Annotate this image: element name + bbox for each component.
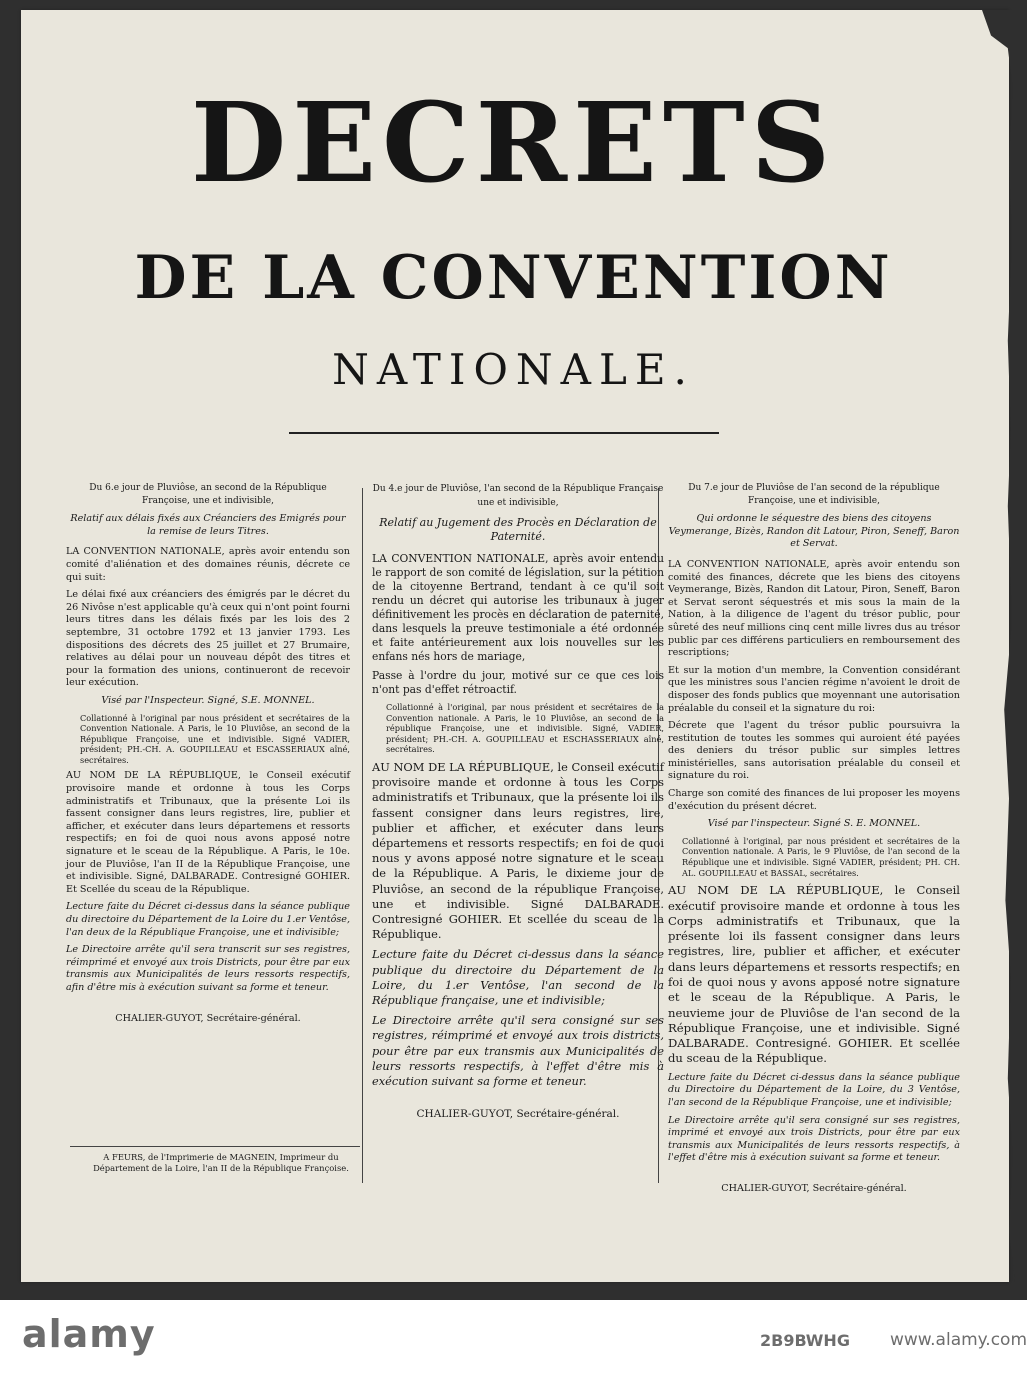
decree-column-3 [668, 482, 960, 1201]
decree-preamble: LA CONVENTION NATIONALE, après avoir entendu le rapport de son comité de législation, sur la pétition de la citoyenne Bertrand, tendant à ce qu'il soit rendu un décret qui autorise les tribunaux à juger définitivement les procès en déclaration de paternité, dans lesquels la preuve testimoniale a été ordonnée et faite antérieurement aux lois nouvelles sur les enfans nés hors de mariage, [372, 552, 664, 663]
decree-lecture: Lecture faite du Décret ci-dessus dans la séance publique du directoire du Département de la Loire, du 1.er Ventôse, l'an second de la République française, une et indivisible; [372, 947, 664, 1008]
decree-article: Le délai fixé aux créanciers des émigrés par le décret du 26 Nivôse n'est applicable qu'à ceux qui n'ont point fourni leurs titres dans les délais fixés par les lois des 2 septembre, 31 octobre 1792 et 13 janvier 1793. Les dispositions des décrets des 25 juillet et 27 Brumaire, relatives au délai pour un nouveau dépôt des titres et pour la formation des unions, continueront de recevoir leur exécution. [66, 589, 350, 689]
decree-article: Passe à l'ordre du jour, motivé sur ce que ces lois n'ont pas d'effet rétroactif. [372, 669, 664, 696]
imprint-divider [70, 1146, 360, 1147]
title-divider [289, 432, 719, 434]
decree-date: Du 6.e jour de Pluviôse, an second de la République Françoise, une et indivisible, [89, 483, 327, 506]
decree-signature: CHALIER-GUYOT, Secrétaire-général. [115, 1012, 301, 1024]
decree-lecture: Lecture faite du Décret ci-dessus dans la séance publique du Directoire du Département de la Loire, du 3 Ventôse, l'an second de la République Françoise, une et indivisible; [668, 1071, 960, 1108]
decree-collation: Collationné à l'original, par nous président et secrétaires de la Convention nationale. A Paris, le 9 Pluviôse, de l'an second de la République une et indivisible. Signé VADIER, président; PH. CH. AL. GOUPILLEAU et BASSAL, secrétaires. [682, 835, 960, 878]
stock-logo: alamy [22, 1312, 156, 1356]
decree-promulgation: AU NOM DE LA RÉPUBLIQUE, le Conseil exécutif provisoire mande et ordonne à tous les Corps administratifs et Tribunaux, que la présente Loi ils fassent consigner dans leurs registres, lire, publier et afficher, et exécuter dans leurs départemens et ressorts respectifs; en foi de quoi nous avons apposé notre signature et le sceau de la République. A Paris, le 10e. jour de Pluviôse, l'an II de la République Françoise, une et indivisible. Signé, DALBARADE. Contresigné GOHIER. Et Scellée du sceau de la République. [66, 770, 350, 895]
decree-collation: Collationné à l'original par nous président et secrétaires de la Convention Nationale. A Paris, le 10 Pluviôse, an second de la République Françoise, une et indivisible. Signé VADIER, président; PH.-CH. A. GOUPILLEAU et ESCASSERIAUX aîné, secrétaires. [80, 712, 350, 765]
decree-date: Du 7.e jour de Pluviôse de l'an second de la république Françoise, une et indivisible, [688, 483, 940, 506]
title-decrets: DECRETS [190, 78, 837, 207]
decree-directoire: Le Directoire arrête qu'il sera consigné sur ses registres, réimprimé et envoyé aux trois districts, pour être par eux transmis aux Municipalités de leurs ressorts respectifs, à l'effet d'être mis à exécution suivant sa forme et teneur. [372, 1013, 664, 1089]
decree-vise: Visé par l'Inspecteur. Signé, S.E. MONNEL. [101, 694, 315, 706]
decree-article: Et sur la motion d'un membre, la Convention considérant que les ministres sous l'ancien régime n'avoient le droit de disposer des fonds publics que moyennant une autorisation préalable du conseil et la signature du roi: [668, 664, 960, 714]
decree-vise: Visé par l'inspecteur. Signé S. E. MONNEL. [707, 818, 921, 830]
decree-lecture: Lecture faite du Décret ci-dessus dans la séance publique du directoire du Département de la Loire du 1.er Ventôse, l'an deux de la République Françoise, une et indivisible; [66, 901, 350, 938]
decree-article: Décrete que l'agent du trésor public poursuivra la restitution de toutes les sommes qui auroient été payées des deniers du trésor public sur simples lettres ministérielles, sans autorisation préalable du conseil et signature du roi. [668, 720, 960, 782]
printer-imprint: A FEURS, de l'Imprimerie de MAGNEIN, Imprimeur du Département de la Loire, l'an II de la République Françoise. [93, 1152, 349, 1173]
decree-promulgation: AU NOM DE LA RÉPUBLIQUE, le Conseil exécutif provisoire mande et ordonne à tous les Corps administratifs et Tribunaux, que la présente loi ils fassent consigner dans leurs registres, lire, publier et afficher, et exécuter dans leurs départemens et ressorts respectifs; en foi de quoi nous y avons apposé notre signature et le sceau de la République. A Paris, le dixieme jour de Pluviôse, an second de la république Françoise, une et indivisible. Signé DALBARADE. Contresigné GOHIER. Et scellée du sceau de la République. [372, 759, 664, 942]
title-convention: DE LA CONVENTION [134, 243, 893, 313]
decree-title: Relatif au Jugement des Procès en Déclaration de Paternité. [379, 516, 657, 543]
decree-title: Qui ordonne le séquestre des biens des citoyens Veymerange, Bizès, Randon dit Latour, Piron, Seneff, Baron et Servat. [668, 513, 960, 550]
decree-column-2 [372, 482, 664, 1126]
decree-signature: CHALIER-GUYOT, Secrétaire-général. [416, 1108, 620, 1121]
decree-column-1 [66, 482, 350, 1030]
stock-url: www.alamy.com [890, 1330, 1027, 1350]
decree-promulgation: AU NOM DE LA RÉPUBLIQUE, le Conseil exécutif provisoire mande et ordonne à tous les Corps administratifs et Tribunaux, que la présente loi ils fassent consigner dans leurs registres, lire, publier et afficher, et exécuter dans leurs départemens et ressorts respectifs; en foi de quoi nous y avons apposé notre signature et le sceau de la République. A Paris, le neuvieme jour de Pluviôse de l'an second de la République Françoise, une et indivisible. Signé DALBARADE. Contresigné. GOHIER. Et scellée du sceau de la République. [668, 883, 960, 1066]
stock-image-id: 2B9BWHG [760, 1331, 850, 1350]
column-divider-1 [362, 488, 363, 1183]
decree-title: Relatif aux délais fixés aux Créanciers des Emigrés pour la remise de leurs Titres. [70, 513, 346, 537]
decree-collation: Collationné à l'original, par nous président et secrétaires de la Convention nationale. A Paris, le 10 Pluviôse, an second de la république Françoise, une et indivisible. Signé, VADIER, président; PH.-CH. A. GOUPILLEAU et ESCHASSERIAUX aîné, secrétaires. [386, 702, 664, 755]
decree-signature: CHALIER-GUYOT, Secrétaire-général. [721, 1182, 907, 1194]
decree-article: Charge son comité des finances de lui proposer les moyens d'exécution du présent décret. [668, 788, 960, 812]
title-nationale: NATIONALE. [332, 345, 695, 394]
decree-date: Du 4.e jour de Pluviôse, l'an second de la République Française une et indivisible, [372, 484, 664, 508]
decree-preamble: LA CONVENTION NATIONALE, après avoir entendu son comité d'aliénation et des domaines réunis, décrete ce qui suit: [66, 546, 350, 583]
decree-directoire: Le Directoire arrête qu'il sera consigné sur ses registres, imprimé et envoyé aux trois Districts, pour être par eux transmis aux Municipalités de leurs ressorts respectifs, à l'effet d'être mis à exécution suivant sa forme et teneur. [668, 1114, 960, 1164]
decree-preamble: LA CONVENTION NATIONALE, après avoir entendu son comité des finances, décrete que les biens des citoyens Veymerange, Bizès, Randon dit Latour, Piron, Seneff, Baron et Servat seront séquestrés et mis sous la main de la Nation, à la diligence de l'agent du trésor public, pour sûreté des neuf millions cinq cent mille livres dus au trésor public par ces différens particuliers en remboursement des rescriptions; [668, 558, 960, 659]
decree-directoire: Le Directoire arrête qu'il sera transcrit sur ses registres, réimprimé et envoyé aux trois Districts, pour être par eux transmis aux Municipalités de leurs ressorts respectifs, afin d'être mis à exécution suivant sa forme et teneur. [66, 944, 350, 993]
